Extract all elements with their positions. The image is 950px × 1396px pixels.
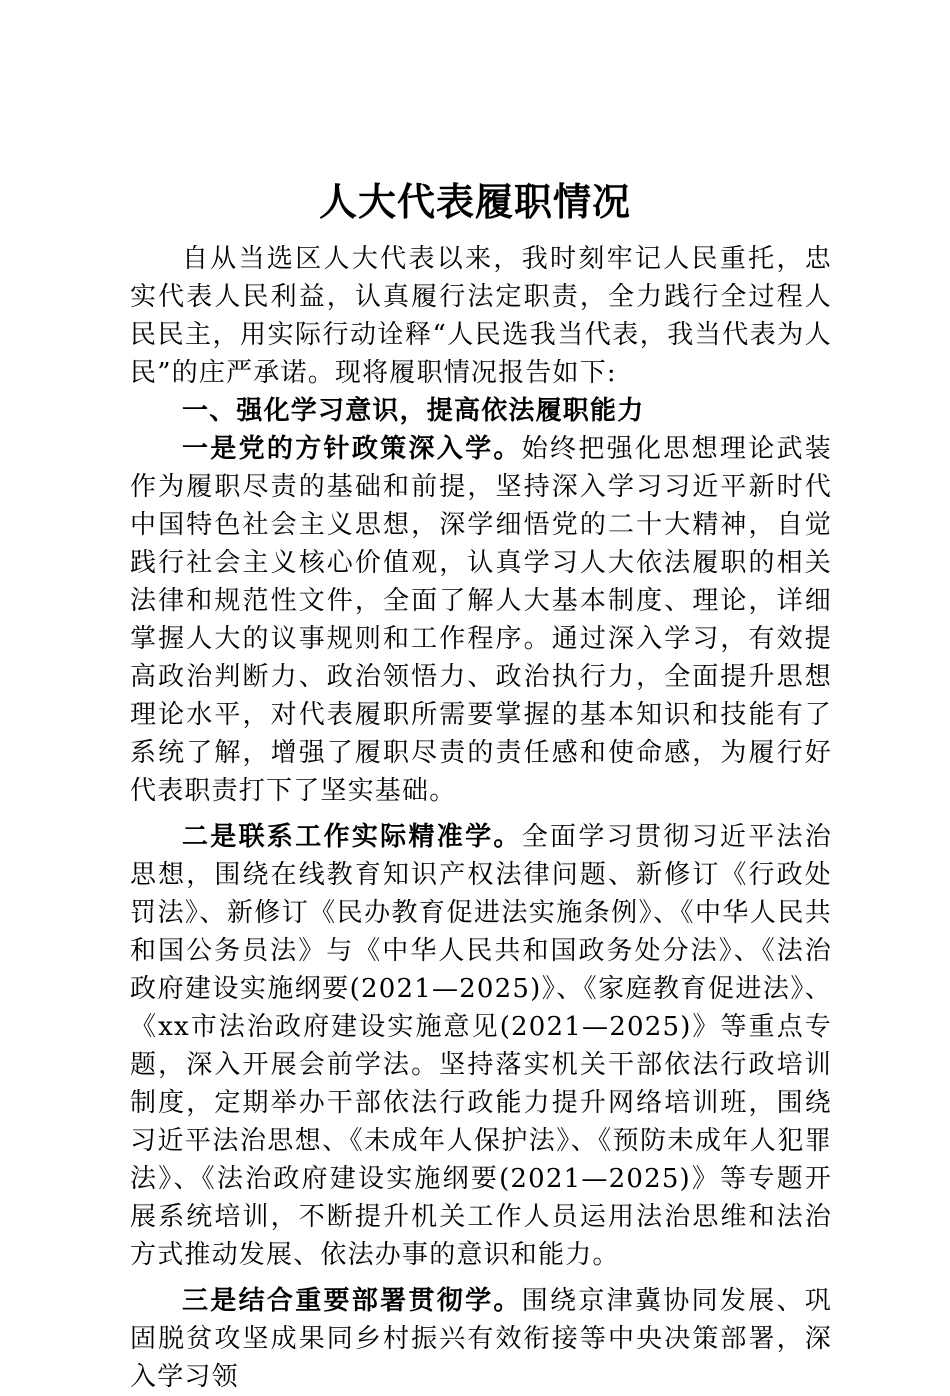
section-heading-1: 一、强化学习意识，提高依法履职能力 [182,396,645,426]
paragraph-1 [130,430,832,810]
paragraph-gap [130,810,832,818]
document-title: 人大代表履职情况 [318,179,631,224]
paragraph-gap [130,1274,832,1282]
paragraph-3-lead: 三是结合重要部署贯彻学。 [182,1286,522,1316]
paragraph-3-text: 围绕京津冀协同发展、巩固脱贫攻坚成果同乡村振兴有效衔接等中央决策部署，深入学习领 [130,1286,833,1392]
paragraph-3 [130,1282,832,1396]
paragraph-2-text: 全面学习贯彻习近平法治思想，围绕在线教育知识产权法律问题、新修订《行政处罚法》、新修订《民办教育促进法实施条例》、《中华人民共和国公务员法》与《中华人民共和国政务处分法》、《法治政府建设实施纲要(2021—2025)》、《家庭教育促进法》、《xx市法治政府建设实施意见(2021—2025)》等重点专题，深入开展会前学法。坚持落实机关干部依法行政培训制度，定期举办干部依法行政能力提升网络培训班，围绕习近平法治思想、《未成年人保护法》、《预防未成年人犯罪法》、《法治政府建设实施纲要(2021—2025)》等专题开展系统培训，不断提升机关工作人员运用法治思维和法治方式推动发展、依法办事的意识和能力。 [130,822,833,1270]
paragraph-1-lead: 一是党的方针政策深入学。 [182,434,522,464]
document-body [130,240,832,1396]
paragraph-2 [130,818,832,1274]
intro-paragraph: 自从当选区人大代表以来，我时刻牢记人民重托，忠实代表人民利益，认真履行法定职责，全力践行全过程人民民主，用实际行动诠释“人民选我当代表，我当代表为人民”的庄严承诺。现将履职情况报告如下: [130,244,832,388]
paragraph-2-lead: 二是联系工作实际精准学。 [182,822,522,852]
paragraph-1-text: 始终把强化思想理论武装作为履职尽责的基础和前提，坚持深入学习习近平新时代中国特色社会主义思想，深学细悟党的二十大精神，自觉践行社会主义核心价值观，认真学习人大依法履职的相关法律和规范性文件，全面了解人大基本制度、理论，详细掌握人大的议事规则和工作程序。通过深入学习，有效提高政治判断力、政治领悟力、政治执行力，全面提升思想理论水平，对代表履职所需要掌握的基本知识和技能有了系统了解，增强了履职尽责的责任感和使命感，为履行好代表职责打下了坚实基础。 [130,434,833,806]
